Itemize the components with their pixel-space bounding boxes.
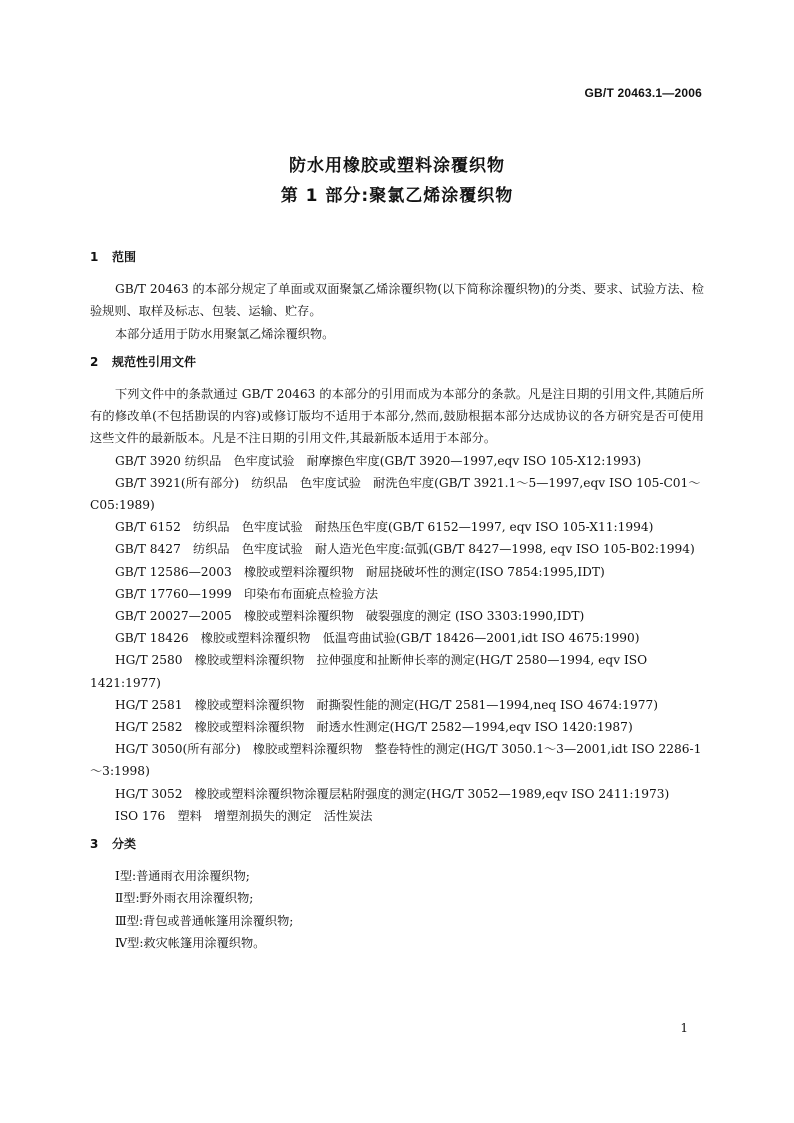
section-title: 分类 [112, 837, 137, 852]
reference-item: HG/T 2581 橡胶或塑料涂覆织物 耐撕裂性能的测定(HG/T 2581—1994,neq ISO 4674:1977) [115, 697, 659, 712]
section-number: 1 [90, 250, 99, 264]
reference-item: GB/T 8427 纺织品 色牢度试验 耐人造光色牢度:氙弧(GB/T 8427—1998, eqv ISO 105-B02:1994) [115, 542, 695, 557]
reference-item: GB/T 12586—2003 橡胶或塑料涂覆织物 耐屈挠破坏性的测定(ISO 7854:1995,IDT) [115, 564, 605, 579]
section-title: 规范性引用文件 [112, 354, 197, 369]
reference-item: GB/T 20027—2005 橡胶或塑料涂覆织物 破裂强度的测定 (ISO 3303:1990,IDT) [115, 609, 585, 624]
classification-item: Ⅳ型:救灾帐篷用涂覆织物。 [115, 935, 266, 950]
reference-item: HG/T 2580 橡胶或塑料涂覆织物 拉伸强度和扯断伸长率的测定(HG/T 2580—1994, eqv ISO 1421:1977) [90, 653, 648, 690]
document-title-line2: 第 1 部分:聚氯乙烯涂覆织物 [280, 186, 514, 206]
page-number: 1 [680, 1021, 688, 1035]
section-number: 2 [90, 354, 99, 369]
document-title-line1: 防水用橡胶或塑料涂覆织物 [289, 156, 505, 176]
reference-item: GB/T 18426 橡胶或塑料涂覆织物 低温弯曲试验(GB/T 18426—2001,idt ISO 4675:1990) [115, 631, 640, 646]
scope-paragraph: 本部分适用于防水用聚氯乙烯涂覆织物。 [115, 326, 335, 341]
reference-item: GB/T 3921(所有部分) 纺织品 色牢度试验 耐洗色牢度(GB/T 3921.1～5—1997,eqv ISO 105-C01～C05:1989) [90, 475, 701, 513]
section-heading-classification [90, 833, 704, 855]
classification-item: Ⅲ型:背包或普通帐篷用涂覆织物; [115, 913, 294, 928]
section-heading-scope [90, 246, 704, 268]
reference-item: HG/T 3052 橡胶或塑料涂覆织物涂覆层粘附强度的测定(HG/T 3052—1989,eqv ISO 2411:1973) [115, 786, 670, 801]
section-title: 范围 [112, 250, 137, 264]
standard-code: GB/T 20463.1—2006 [584, 86, 702, 100]
section-number: 3 [90, 837, 99, 852]
reference-item: GB/T 6152 纺织品 色牢度试验 耐热压色牢度(GB/T 6152—1997, eqv ISO 105-X11:1994) [115, 520, 654, 535]
reference-item: HG/T 3050(所有部分) 橡胶或塑料涂覆织物 整卷特性的测定(HG/T 3050.1～3—2001,idt ISO 2286-1～3:1998) [90, 742, 702, 779]
reference-item: GB/T 3920 纺织品 色牢度试验 耐摩擦色牢度(GB/T 3920—1997,eqv ISO 105-X12:1993) [115, 453, 642, 468]
reference-item: GB/T 17760—1999 印染布布面疵点检验方法 [115, 586, 379, 601]
section-heading-normative [90, 351, 704, 373]
reference-item: ISO 176 塑料 增塑剂损失的测定 活性炭法 [115, 808, 373, 823]
normative-intro: 下列文件中的条款通过 GB/T 20463 的本部分的引用而成为本部分的条款。凡是注日期的引用文件,其随后所有的修改单(不包括勘误的内容)或修订版均不适用于本部分,然而,鼓励根据本部分达成协议的各方研究是否可使用这些文件的最新版本。凡是不注日期的引用文件,其最新版本适用于本部分。 [90, 387, 704, 446]
classification-item: Ⅱ型:野外雨衣用涂覆织物; [115, 891, 254, 906]
reference-item: HG/T 2582 橡胶或塑料涂覆织物 耐透水性测定(HG/T 2582—1994,eqv ISO 1420:1987) [115, 720, 633, 735]
classification-item: Ⅰ型:普通雨衣用涂覆织物; [115, 869, 250, 884]
document-body [90, 246, 704, 954]
scope-paragraph: GB/T 20463 的本部分规定了单面或双面聚氯乙烯涂覆织物(以下简称涂覆织物)的分类、要求、试验方法、检验规则、取样及标志、包装、运输、贮存。 [90, 282, 704, 319]
